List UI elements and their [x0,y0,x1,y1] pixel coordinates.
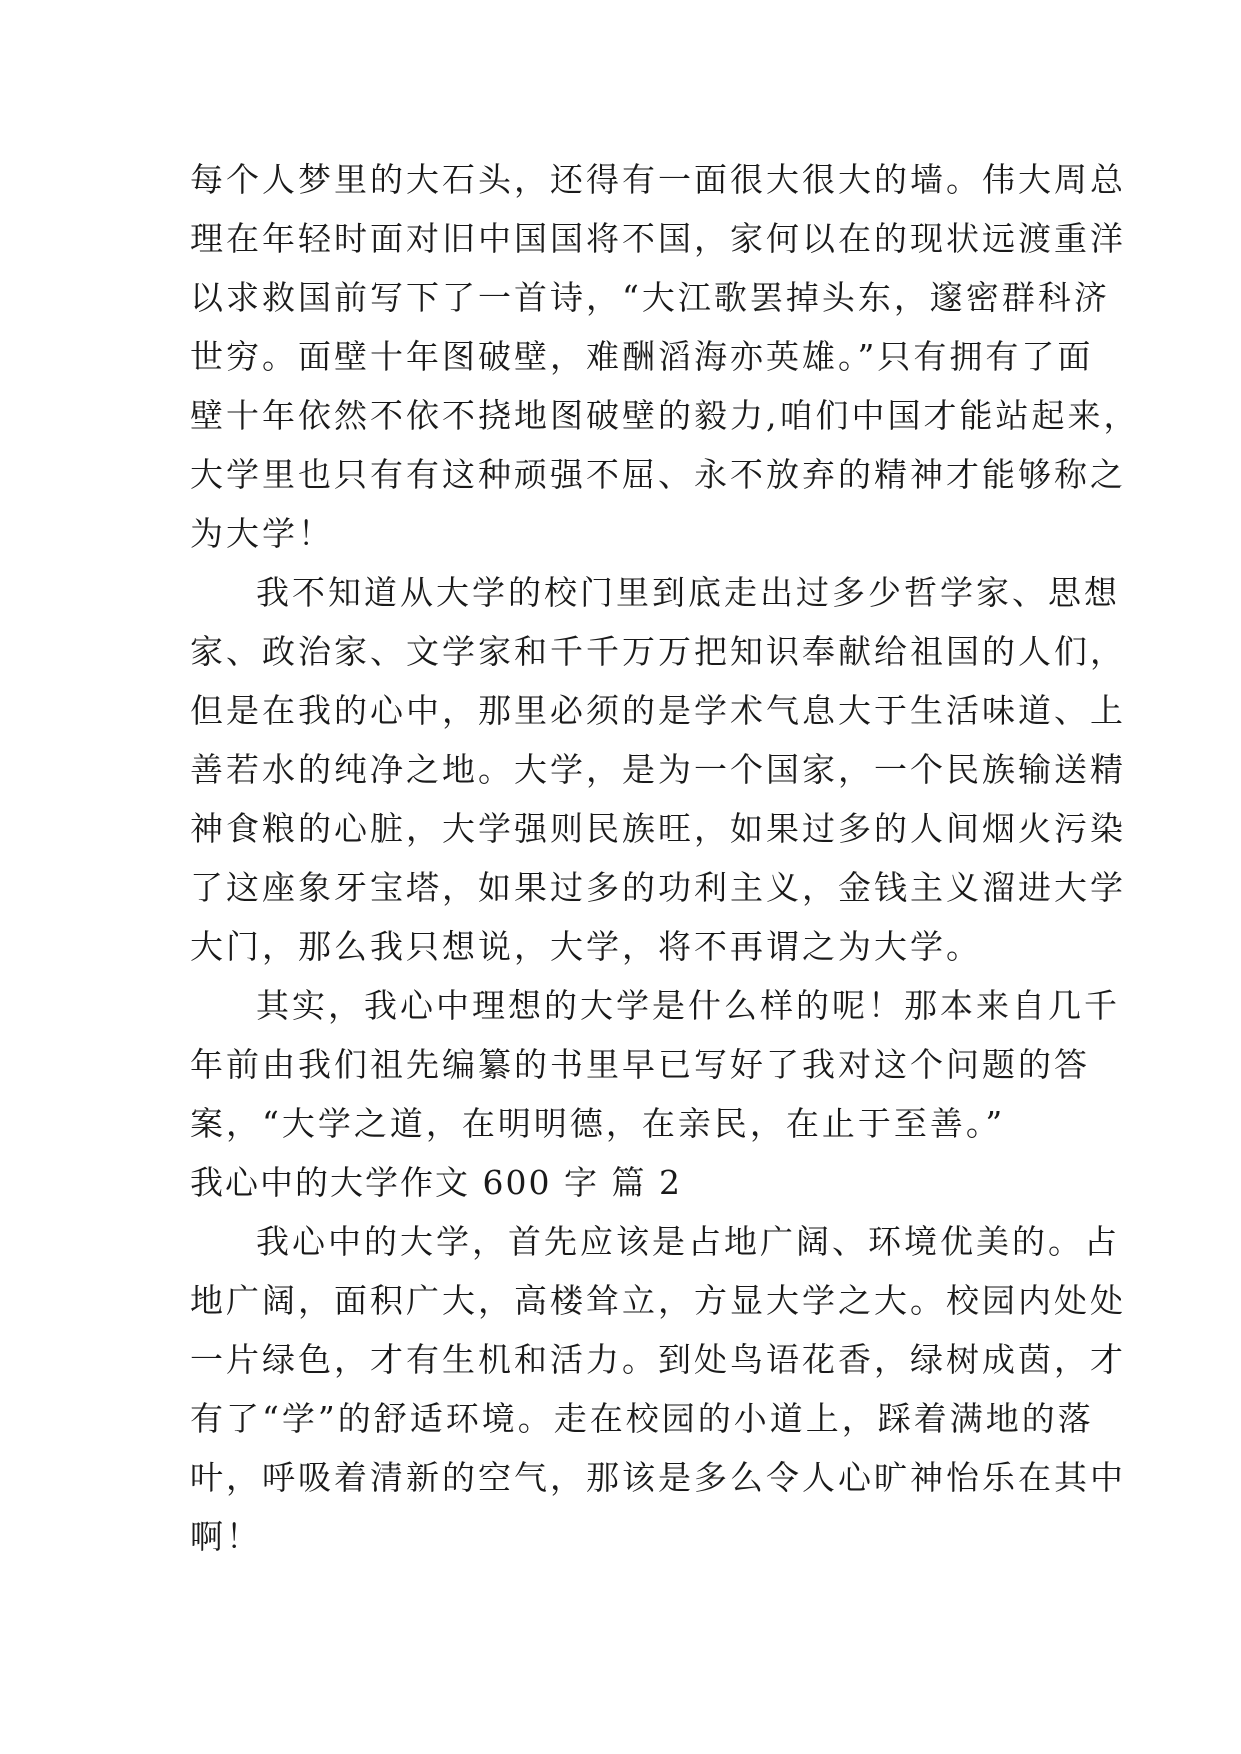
paragraph-start-line: 我不知道从大学的校门里到底走出过多少哲学家、思想 [256,573,1120,612]
text-line: 大学里也只有有这种顽强不屈、永不放弃的精神才能够称之 [190,455,1126,494]
text-line: 以求救国前写下了一首诗，“大江歌罢掉头东，邃密群科济 [190,278,1110,317]
text-line: 了这座象牙宝塔，如果过多的功利主义，金钱主义溜进大学 [190,868,1126,907]
text-line: 大门，那么我只想说，大学，将不再谓之为大学。 [190,927,982,966]
text-line: 每个人梦里的大石头，还得有一面很大很大的墙。伟大周总 [190,160,1126,199]
text-line: 叶，呼吸着清新的空气，那该是多么令人心旷神怡乐在其中 [190,1458,1126,1497]
text-line: 啊！ [190,1517,262,1556]
text-line: 理在年轻时面对旧中国国将不国，家何以在的现状远渡重洋 [190,219,1126,258]
paragraph-start-line: 其实，我心中理想的大学是什么样的呢！那本来自几千 [256,986,1120,1025]
paragraph-start-line: 我心中的大学，首先应该是占地广阔、环境优美的。占 [256,1222,1120,1261]
text-line: 善若水的纯净之地。大学，是为一个国家，一个民族输送精 [190,750,1126,789]
text-line: 地广阔，面积广大，高楼耸立，方显大学之大。校园内处处 [190,1281,1126,1320]
text-line: 案，“大学之道，在明明德，在亲民，在止于至善。” [190,1104,1006,1143]
document-page [190,150,1140,1566]
text-line: 家、政治家、文学家和千千万万把知识奉献给祖国的人们， [190,632,1126,671]
text-line: 为大学！ [190,514,334,553]
text-line: 神食粮的心脏，大学强则民族旺，如果过多的人间烟火污染 [190,809,1126,848]
text-line: 壁十年依然不依不挠地图破壁的毅力,咱们中国才能站起来， [190,396,1140,435]
section-heading: 我心中的大学作文 600 字 篇 2 [190,1163,682,1202]
text-line: 世穷。面壁十年图破壁，难酬滔海亦英雄。”只有拥有了面 [190,337,1094,376]
text-line: 有了“学”的舒适环境。走在校园的小道上，踩着满地的落 [190,1399,1094,1438]
text-line: 一片绿色，才有生机和活力。到处鸟语花香，绿树成茵，才 [190,1340,1126,1379]
text-line: 年前由我们祖先编纂的书里早已写好了我对这个问题的答 [190,1045,1090,1084]
text-line: 但是在我的心中，那里必须的是学术气息大于生活味道、上 [190,691,1126,730]
